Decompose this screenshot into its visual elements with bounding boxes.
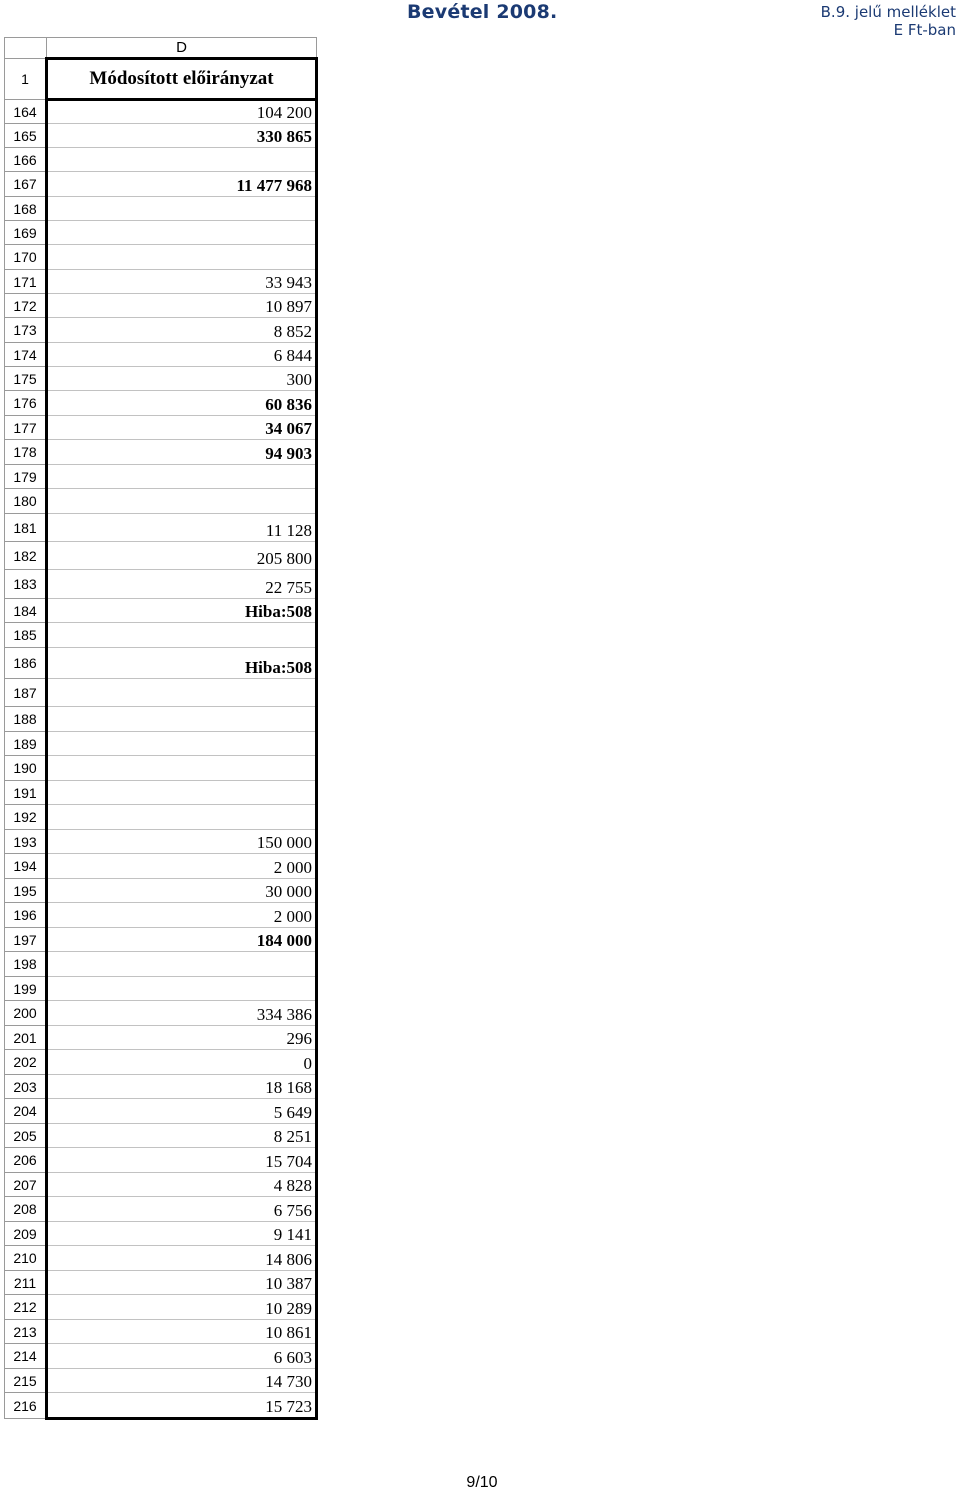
value-cell[interactable]: 15 704 xyxy=(47,1148,317,1173)
row-number[interactable]: 214 xyxy=(5,1344,47,1369)
value-cell[interactable]: 18 168 xyxy=(47,1075,317,1099)
value-cell[interactable]: 11 477 968 xyxy=(47,172,317,197)
row-number[interactable]: 172 xyxy=(5,294,47,318)
table-row xyxy=(5,854,317,879)
row-number[interactable]: 186 xyxy=(5,648,47,679)
table-row xyxy=(5,1075,317,1099)
row-number[interactable]: 164 xyxy=(5,100,47,124)
value-cell[interactable]: 10 861 xyxy=(47,1320,317,1344)
table-row xyxy=(5,977,317,1001)
annex-label: B.9. jelű melléklet xyxy=(820,3,956,21)
row-number[interactable]: 184 xyxy=(5,599,47,623)
value-cell[interactable]: 184 000 xyxy=(47,928,317,952)
value-cell[interactable]: 300 xyxy=(47,367,317,391)
row-number[interactable]: 202 xyxy=(5,1050,47,1075)
value-cell[interactable]: 5 649 xyxy=(47,1099,317,1124)
row-number[interactable]: 174 xyxy=(5,343,47,367)
table-row xyxy=(5,391,317,416)
table-row xyxy=(5,805,317,830)
table-row xyxy=(5,903,317,928)
value-cell[interactable]: 15 723 xyxy=(47,1393,317,1419)
table-row xyxy=(5,1124,317,1148)
row-number[interactable]: 196 xyxy=(5,903,47,928)
table-row xyxy=(5,570,317,599)
row-number[interactable]: 204 xyxy=(5,1099,47,1124)
row-number[interactable]: 210 xyxy=(5,1246,47,1271)
row-number[interactable]: 166 xyxy=(5,148,47,172)
value-cell[interactable]: 6 756 xyxy=(47,1197,317,1222)
table-row xyxy=(5,542,317,570)
table-row xyxy=(5,1344,317,1369)
row-number[interactable]: 206 xyxy=(5,1148,47,1173)
table-row xyxy=(5,1369,317,1393)
spreadsheet-table xyxy=(4,37,318,1420)
table-row xyxy=(5,245,317,270)
table-row xyxy=(5,416,317,440)
value-cell[interactable]: 150 000 xyxy=(47,830,317,854)
table-row xyxy=(5,830,317,854)
row-number[interactable]: 169 xyxy=(5,221,47,245)
table-row xyxy=(5,928,317,952)
value-cell[interactable] xyxy=(47,756,317,781)
table-row xyxy=(5,623,317,648)
row-number[interactable]: 192 xyxy=(5,805,47,830)
table-row xyxy=(5,1295,317,1320)
row-number[interactable]: 165 xyxy=(5,124,47,148)
row-number[interactable]: 203 xyxy=(5,1075,47,1099)
row-number[interactable]: 209 xyxy=(5,1222,47,1246)
value-cell[interactable]: 34 067 xyxy=(47,416,317,440)
table-row xyxy=(5,781,317,805)
table-row xyxy=(5,367,317,391)
table-row xyxy=(5,172,317,197)
value-cell[interactable]: 14 730 xyxy=(47,1369,317,1393)
row-number[interactable]: 177 xyxy=(5,416,47,440)
value-cell[interactable]: 10 387 xyxy=(47,1271,317,1295)
row-number[interactable]: 181 xyxy=(5,514,47,542)
table-row xyxy=(5,1173,317,1197)
header-cell[interactable]: Módosított előirányzat xyxy=(47,59,317,100)
row-number[interactable]: 207 xyxy=(5,1173,47,1197)
row-number[interactable]: 175 xyxy=(5,367,47,391)
spreadsheet-body xyxy=(5,38,317,1419)
row-number[interactable]: 201 xyxy=(5,1026,47,1050)
table-row xyxy=(5,648,317,679)
value-cell[interactable] xyxy=(47,977,317,1001)
row-number[interactable]: 187 xyxy=(5,679,47,707)
table-row xyxy=(5,148,317,172)
value-cell[interactable]: 296 xyxy=(47,1026,317,1050)
value-cell[interactable]: 6 603 xyxy=(47,1344,317,1369)
row-number[interactable]: 215 xyxy=(5,1369,47,1393)
value-cell[interactable]: 4 828 xyxy=(47,1173,317,1197)
row-number[interactable]: 213 xyxy=(5,1320,47,1344)
table-row xyxy=(5,1148,317,1173)
value-cell[interactable]: 94 903 xyxy=(47,440,317,465)
value-cell[interactable] xyxy=(47,707,317,732)
table-row xyxy=(5,343,317,367)
value-cell[interactable]: 8 251 xyxy=(47,1124,317,1148)
page-number xyxy=(0,1474,960,1492)
document-title: Bevétel 2008. xyxy=(407,1,558,23)
table-row xyxy=(5,1271,317,1295)
table-row xyxy=(5,1393,317,1419)
value-cell[interactable]: 2 000 xyxy=(47,854,317,879)
value-cell[interactable] xyxy=(47,148,317,172)
row-number[interactable]: 197 xyxy=(5,928,47,952)
row-number[interactable]: 193 xyxy=(5,830,47,854)
row-number[interactable]: 179 xyxy=(5,465,47,489)
table-row xyxy=(5,1197,317,1222)
table-row xyxy=(5,707,317,732)
value-cell[interactable]: 8 852 xyxy=(47,318,317,343)
value-cell[interactable]: 22 755 xyxy=(47,570,317,599)
table-row xyxy=(5,440,317,465)
value-cell[interactable] xyxy=(47,952,317,977)
value-cell[interactable] xyxy=(47,805,317,830)
row-number[interactable]: 168 xyxy=(5,197,47,221)
table-row xyxy=(5,1026,317,1050)
row-number[interactable]: 176 xyxy=(5,391,47,416)
row-number[interactable]: 205 xyxy=(5,1124,47,1148)
value-cell[interactable]: 104 200 xyxy=(47,100,317,124)
table-row xyxy=(5,1222,317,1246)
value-cell[interactable]: 0 xyxy=(47,1050,317,1075)
row-number[interactable]: 199 xyxy=(5,977,47,1001)
table-row xyxy=(5,756,317,781)
corner-cell[interactable] xyxy=(5,38,47,59)
value-cell[interactable]: 334 386 xyxy=(47,1001,317,1026)
table-row xyxy=(5,294,317,318)
column-header-d[interactable]: D xyxy=(47,38,317,59)
row-number[interactable]: 191 xyxy=(5,781,47,805)
value-cell[interactable] xyxy=(47,781,317,805)
table-row xyxy=(5,100,317,124)
row-number[interactable]: 188 xyxy=(5,707,47,732)
table-row xyxy=(5,465,317,489)
row-number[interactable]: 183 xyxy=(5,570,47,599)
table-row xyxy=(5,1050,317,1075)
row-number[interactable]: 167 xyxy=(5,172,47,197)
value-cell[interactable]: 30 000 xyxy=(47,879,317,903)
row-number[interactable]: 189 xyxy=(5,732,47,756)
row-number[interactable]: 195 xyxy=(5,879,47,903)
value-cell[interactable]: 9 141 xyxy=(47,1222,317,1246)
column-header-row xyxy=(5,38,317,59)
table-row xyxy=(5,514,317,542)
row-number[interactable]: 180 xyxy=(5,489,47,514)
row-number[interactable]: 211 xyxy=(5,1271,47,1295)
row-number[interactable]: 190 xyxy=(5,756,47,781)
table-row xyxy=(5,1099,317,1124)
header-row xyxy=(5,59,317,100)
value-cell[interactable] xyxy=(47,679,317,707)
row-number[interactable]: 216 xyxy=(5,1393,47,1419)
row-number[interactable]: 200 xyxy=(5,1001,47,1026)
value-cell[interactable] xyxy=(47,465,317,489)
row-number[interactable]: 194 xyxy=(5,854,47,879)
table-row xyxy=(5,318,317,343)
value-cell[interactable] xyxy=(47,221,317,245)
value-cell[interactable]: 330 865 xyxy=(47,124,317,148)
value-cell[interactable]: Hiba:508 xyxy=(47,599,317,623)
table-row xyxy=(5,1246,317,1271)
row-number[interactable]: 198 xyxy=(5,952,47,977)
table-row xyxy=(5,124,317,148)
value-cell[interactable] xyxy=(47,197,317,221)
row-number[interactable]: 178 xyxy=(5,440,47,465)
value-cell[interactable] xyxy=(47,489,317,514)
row-number[interactable]: 173 xyxy=(5,318,47,343)
page-number-text: 9/10 xyxy=(466,1474,498,1491)
table-row xyxy=(5,270,317,294)
value-cell[interactable]: 11 128 xyxy=(47,514,317,542)
value-cell[interactable] xyxy=(47,245,317,270)
value-cell[interactable]: 14 806 xyxy=(47,1246,317,1271)
table-row xyxy=(5,197,317,221)
row-number[interactable]: 182 xyxy=(5,542,47,570)
row-number[interactable]: 170 xyxy=(5,245,47,270)
value-cell[interactable]: 205 800 xyxy=(47,542,317,570)
unit-label: E Ft-ban xyxy=(893,21,956,39)
row-number[interactable]: 1 xyxy=(5,59,47,100)
row-number[interactable]: 212 xyxy=(5,1295,47,1320)
table-row xyxy=(5,732,317,756)
value-cell[interactable]: 10 289 xyxy=(47,1295,317,1320)
table-row xyxy=(5,1320,317,1344)
table-row xyxy=(5,952,317,977)
row-number[interactable]: 185 xyxy=(5,623,47,648)
row-number[interactable]: 171 xyxy=(5,270,47,294)
row-number[interactable]: 208 xyxy=(5,1197,47,1222)
value-cell[interactable]: 60 836 xyxy=(47,391,317,416)
value-cell[interactable] xyxy=(47,732,317,756)
table-row xyxy=(5,679,317,707)
table-row xyxy=(5,879,317,903)
value-cell[interactable]: 33 943 xyxy=(47,270,317,294)
table-row xyxy=(5,1001,317,1026)
value-cell[interactable] xyxy=(47,623,317,648)
value-cell[interactable]: 2 000 xyxy=(47,903,317,928)
table-row xyxy=(5,221,317,245)
value-cell[interactable]: Hiba:508 xyxy=(47,648,317,679)
value-cell[interactable]: 6 844 xyxy=(47,343,317,367)
value-cell[interactable]: 10 897 xyxy=(47,294,317,318)
table-row xyxy=(5,599,317,623)
table-row xyxy=(5,489,317,514)
